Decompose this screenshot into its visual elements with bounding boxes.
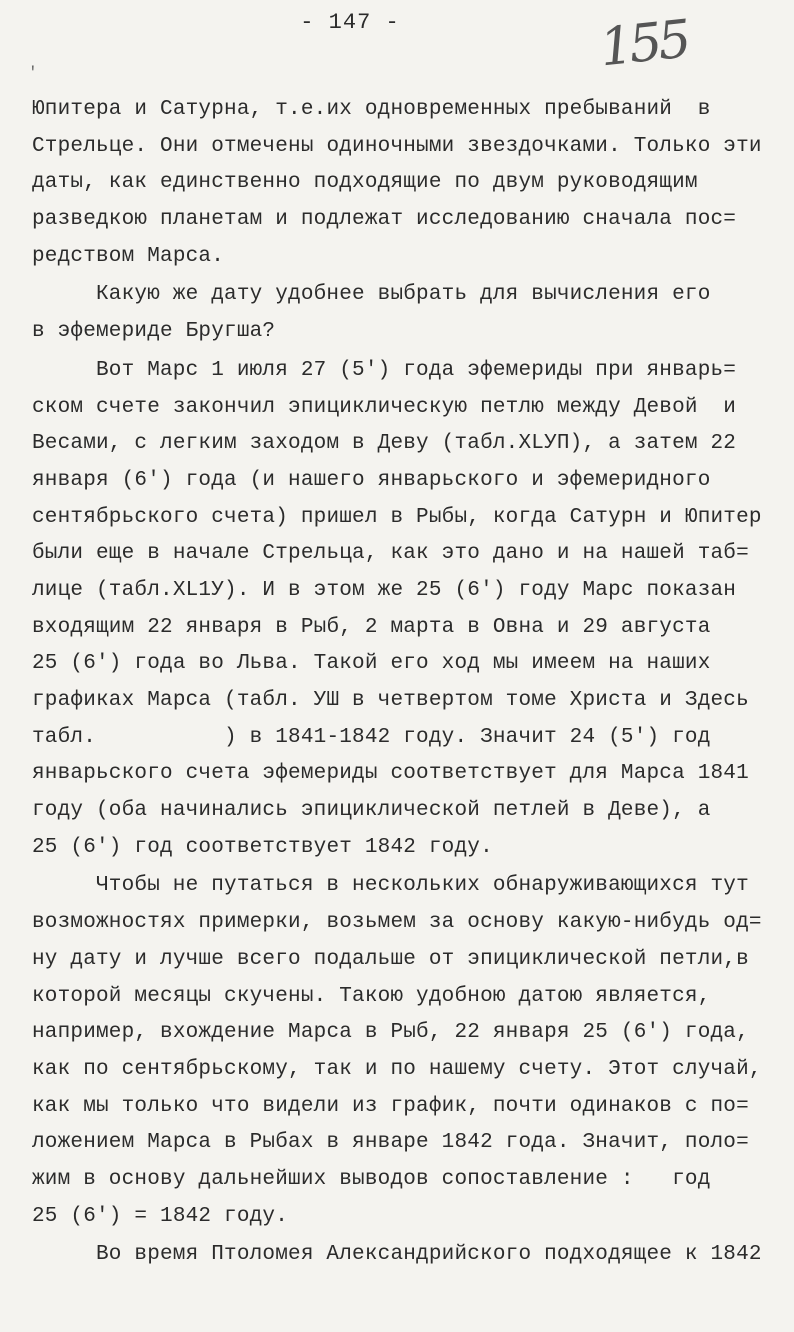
text-line: которой месяцы скучены. Такою удобною датою является, — [32, 984, 711, 1008]
text-line: табл. ) в 1841-1842 году. Значит 24 (5') год — [32, 725, 711, 749]
text-line: Стрельце. Они отмечены одиночными звездочками. Только эти — [32, 134, 762, 158]
text-line: жим в основу дальнейших выводов сопоставление : год — [32, 1167, 711, 1191]
text-line: января (6') года (и нашего январьского и эфемеридного — [32, 468, 711, 492]
text-line: Вот Марс 1 июля 27 (5') года эфемериды при январь= — [96, 358, 737, 382]
page-number: - 147 - — [300, 10, 400, 35]
text-line: как мы только что видели из график, почти одинаков с по= — [32, 1094, 749, 1118]
text-line: как по сентябрьскому, так и по нашему счету. Этот случай, — [32, 1057, 762, 1081]
text-line: например, вхождение Марса в Рыб, 22 января 25 (6') года, — [32, 1021, 749, 1045]
text-line: Юпитера и Сатурна, т.е.их одновременных пребываний в — [32, 98, 711, 121]
body-text — [32, 92, 780, 1274]
margin-mark: ' — [28, 64, 38, 82]
text-line: редством Марса. — [32, 244, 225, 268]
text-line: году (оба начинались эпициклической петлей в Деве), а — [32, 799, 711, 823]
text-line: даты, как единственно подходящие по двум руководящим — [32, 171, 698, 195]
text-line: ложением Марса в Рыбах в январе 1842 года. Значит, поло= — [32, 1131, 749, 1155]
text-line: Какую же дату удобнее выбрать для вычисления его — [96, 283, 711, 307]
text-line: сентябрьского счета) пришел в Рыбы, когда Сатурн и Юпитер — [32, 505, 762, 529]
text-line: 25 (6') года во Льва. Такой его ход мы имеем на наших — [32, 652, 711, 676]
text-line: в эфемериде Бругша? — [32, 320, 276, 344]
text-line: ском счете закончил эпициклическую петлю между Девой и — [32, 395, 737, 419]
text-line: январьского счета эфемериды соответствует для Марса 1841 — [32, 762, 749, 786]
text-line: разведкою планетам и подлежат исследованию сначала пос= — [32, 208, 737, 232]
text-line: 25 (6') год соответствует 1842 году. — [32, 835, 493, 859]
text-line: лице (табл.ХL1У). И в этом же 25 (6') году Марс показан — [32, 578, 737, 602]
text-line: графиках Марса (табл. УШ в четвертом томе Христа и Здесь — [32, 689, 749, 712]
text-line: Чтобы не путаться в нескольких обнаруживающихся тут — [96, 874, 749, 898]
text-line: Весами, с легким заходом в Деву (табл.ХLУП), а затем 22 — [32, 432, 737, 456]
text-line: входящим 22 января в Рыб, 2 марта в Овна и 29 августа — [32, 615, 711, 639]
text-line: возможностях примерки, возьмем за основу какую-нибудь од= — [32, 911, 762, 935]
handwritten-page-number: 155 — [597, 9, 691, 79]
text-line: ну дату и лучше всего подальше от эпициклической петли,в — [32, 947, 749, 971]
text-line: были еще в начале Стрельца, как это дано и на нашей таб= — [32, 542, 749, 566]
text-line: Во время Птоломея Александрийского подходящее к 1842 — [96, 1243, 762, 1267]
text-line: 25 (6') = 1842 году. — [32, 1204, 289, 1228]
